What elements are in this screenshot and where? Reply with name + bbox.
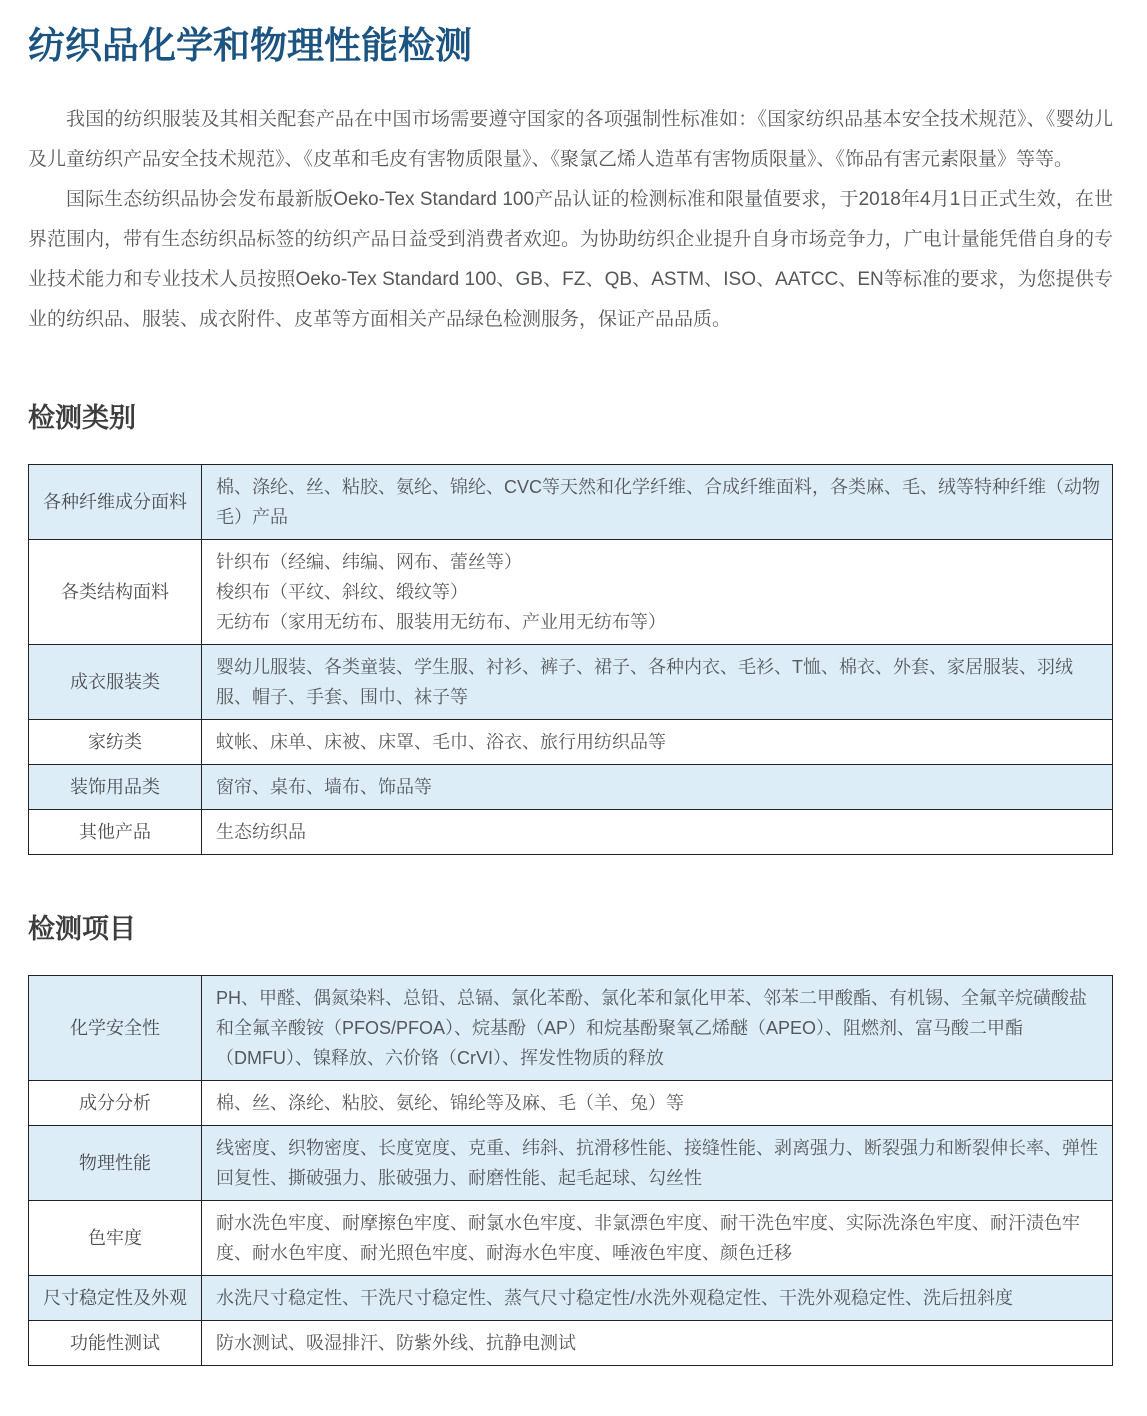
details-cell [202, 1201, 1113, 1276]
intro-paragraph-1: 我国的纺织服装及其相关配套产品在中国市场需要遵守国家的各项强制性标准如：《国家纺织品基本安全技术规范》、《婴幼儿及儿童纺织产品安全技术规范》、《皮革和毛皮有害物质限量》、《聚氯乙烯人造革有害物质限量》、《饰品有害元素限量》等等。 [28, 109, 1113, 170]
category-cell: 色牢度 [29, 1201, 202, 1276]
details-line: 生态纺织品 [216, 822, 306, 842]
details-line: 耐水洗色牢度、耐摩擦色牢度、耐氯水色牢度、非氯漂色牢度、耐干洗色牢度、实际洗涤色牢度、耐汗渍色牢度、耐水色牢度、耐光照色牢度、耐海水色牢度、唾液色牢度、颜色迁移 [216, 1213, 1080, 1263]
table-row [29, 540, 1113, 645]
items-table [28, 975, 1113, 1366]
details-line: 防水测试、吸湿排汗、防紫外线、抗静电测试 [216, 1333, 576, 1353]
details-line: 梭织布（平纹、斜纹、缎纹等） [216, 582, 468, 602]
details-cell [202, 1126, 1113, 1201]
details-line: 针织布（经编、纬编、网布、蕾丝等） [216, 552, 522, 572]
table-row [29, 645, 1113, 720]
intro-paragraph-2: 国际生态纺织品协会发布最新版Oeko-Tex Standard 100产品认证的检测标准和限量值要求，于2018年4月1日正式生效，在世界范围内，带有生态纺织品标签的纺织产品日益受到消费者欢迎。为协助纺织企业提升自身市场竞争力，广电计量能凭借自身的专业技术能力和专业技术人员按照Oeko-Tex Standard 100、GB、FZ、QB、ASTM、ISO、AATCC、EN等标准的要求，为您提供专业的纺织品、服装、成衣附件、皮革等方面相关产品绿色检测服务，保证产品品质。 [28, 189, 1113, 330]
category-cell: 其他产品 [29, 810, 202, 855]
details-cell [202, 465, 1113, 540]
details-cell [202, 720, 1113, 765]
category-cell: 尺寸稳定性及外观 [29, 1276, 202, 1321]
category-cell: 装饰用品类 [29, 765, 202, 810]
table-row [29, 976, 1113, 1081]
table-row [29, 1126, 1113, 1201]
details-line: 棉、涤纶、丝、粘胶、氨纶、锦纶、CVC等天然和化学纤维、合成纤维面料，各类麻、毛、绒等特种纤维（动物毛）产品 [216, 477, 1100, 527]
table-row [29, 765, 1113, 810]
category-cell: 物理性能 [29, 1126, 202, 1201]
category-cell: 成衣服装类 [29, 645, 202, 720]
category-cell: 家纺类 [29, 720, 202, 765]
details-line: 棉、丝、涤纶、粘胶、氨纶、锦纶等及麻、毛（羊、兔）等 [216, 1093, 684, 1113]
details-line: 无纺布（家用无纺布、服装用无纺布、产业用无纺布等） [216, 612, 666, 632]
category-cell: 各种纤维成分面料 [29, 465, 202, 540]
details-cell [202, 540, 1113, 645]
details-cell [202, 976, 1113, 1081]
details-line: PH、甲醛、偶氮染料、总铅、总镉、氯化苯酚、氯化苯和氯化甲苯、邻苯二甲酸酯、有机锡、全氟辛烷磺酸盐和全氟辛酸铵（PFOS/PFOA）、烷基酚（AP）和烷基酚聚氧乙烯醚（APEO）、阻燃剂、富马酸二甲酯（DMFU）、镍释放、六价铬（CrVI）、挥发性物质的释放 [216, 988, 1087, 1068]
page-title: 纺织品化学和物理性能检测 [28, 25, 472, 66]
details-line: 婴幼儿服装、各类童装、学生服、衬衫、裤子、裙子、各种内衣、毛衫、T恤、棉衣、外套、家居服装、羽绒服、帽子、手套、围巾、袜子等 [216, 657, 1073, 707]
items-table-body [29, 976, 1113, 1366]
category-cell: 成分分析 [29, 1081, 202, 1126]
table-row [29, 465, 1113, 540]
details-line: 蚊帐、床单、床被、床罩、毛巾、浴衣、旅行用纺织品等 [216, 732, 666, 752]
details-line: 水洗尺寸稳定性、干洗尺寸稳定性、蒸气尺寸稳定性/水洗外观稳定性、干洗外观稳定性、洗后扭斜度 [216, 1288, 1013, 1308]
details-cell [202, 1276, 1113, 1321]
categories-table-body [29, 465, 1113, 855]
details-cell [202, 765, 1113, 810]
details-line: 线密度、织物密度、长度宽度、克重、纬斜、抗滑移性能、接缝性能、剥离强力、断裂强力和断裂伸长率、弹性回复性、撕破强力、胀破强力、耐磨性能、起毛起球、勾丝性 [216, 1138, 1098, 1188]
categories-table [28, 464, 1113, 855]
section-heading-items: 检测项目 [28, 914, 136, 944]
category-cell: 各类结构面料 [29, 540, 202, 645]
category-cell: 化学安全性 [29, 976, 202, 1081]
table-row [29, 1276, 1113, 1321]
details-cell [202, 810, 1113, 855]
table-row [29, 1201, 1113, 1276]
details-cell [202, 645, 1113, 720]
table-row [29, 810, 1113, 855]
details-cell [202, 1081, 1113, 1126]
table-row [29, 720, 1113, 765]
category-cell: 功能性测试 [29, 1321, 202, 1366]
section-heading-categories: 检测类别 [28, 403, 136, 433]
table-row [29, 1081, 1113, 1126]
table-row [29, 1321, 1113, 1366]
details-line: 窗帘、桌布、墙布、饰品等 [216, 777, 432, 797]
details-cell [202, 1321, 1113, 1366]
